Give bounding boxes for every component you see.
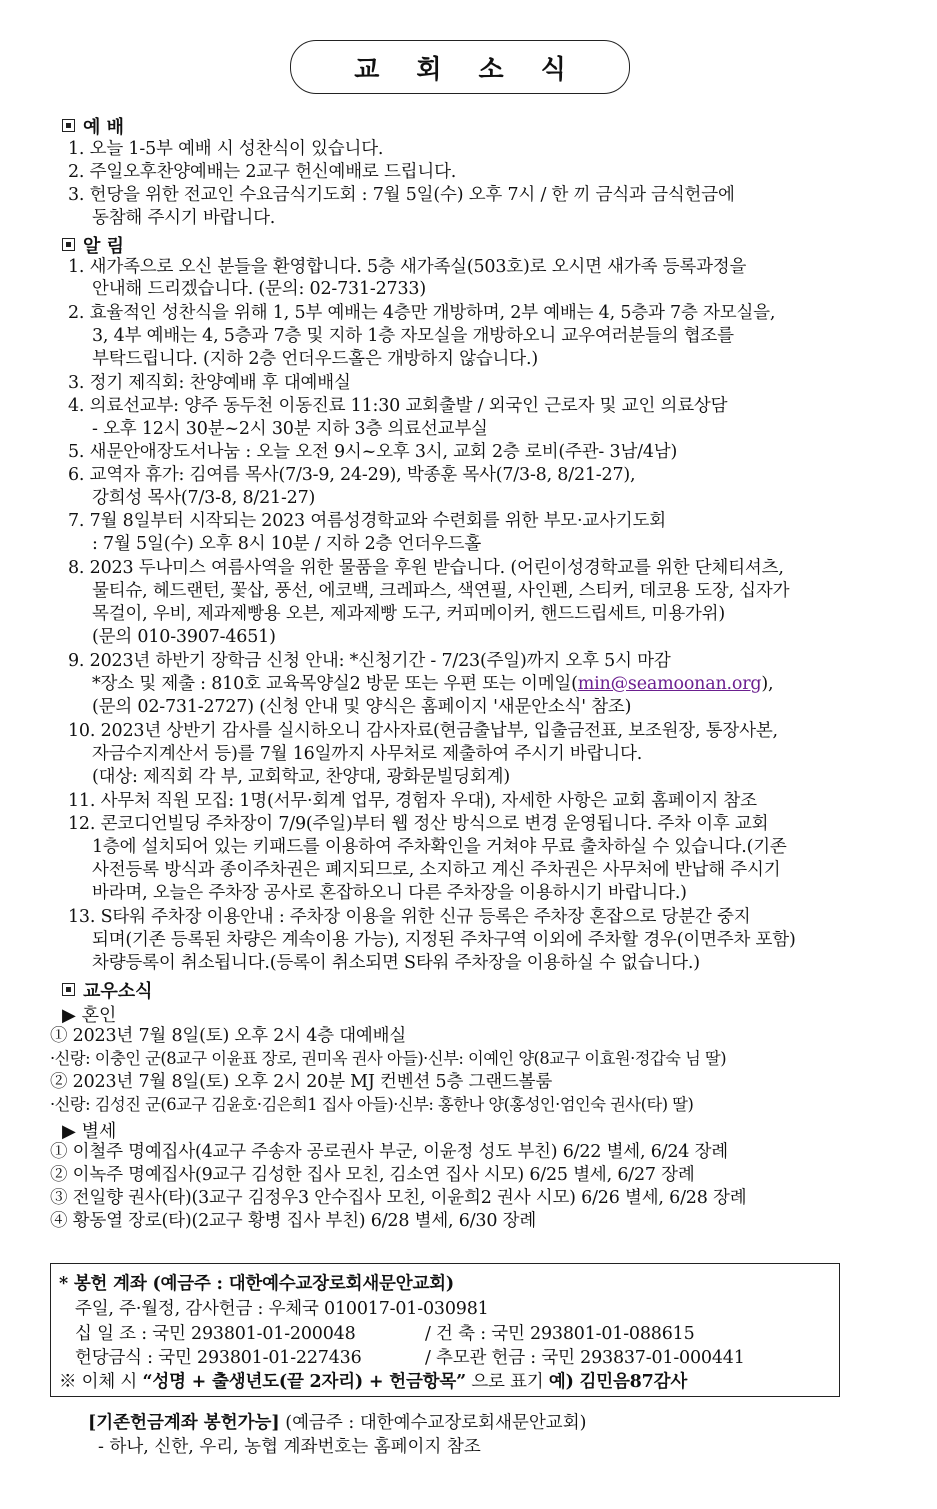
email-link[interactable]: min@seamoonan.org — [577, 674, 762, 694]
notice-line: : 7월 5일(수) 오후 8시 10분 / 지하 2층 언더우드홀 — [92, 534, 482, 554]
notice-line: 되며(기존 등록된 차량은 계속이용 가능), 지정된 주차구역 이외에 주차할 경우(이면주차 포함) — [92, 930, 796, 950]
notice-line: (문의 010-3907-4651) — [92, 627, 276, 647]
members-heading: 교우소식 — [62, 977, 153, 1003]
page-title-box — [290, 40, 630, 94]
notice-line: 안내해 드리겠습니다. (문의: 02-731-2733) — [92, 279, 426, 299]
notice-line: (문의 02-731-2727) (신청 안내 및 양식은 홈페이지 '새문안소식' 참조) — [92, 697, 632, 717]
death-line: ④ 황동열 장로(타)(2교구 황병 집사 부친) 6/28 별세, 6/30 장례 — [50, 1211, 537, 1231]
square-bullet-icon — [62, 119, 75, 132]
notice-line: - 오후 12시 30분~2시 30분 지하 3층 의료선교부실 — [92, 419, 488, 439]
wedding-line: ·신랑: 이충인 군(8교구 이윤표 장로, 권미옥 권사 아들)·신부: 이예인 양(8교구 이효원·정갑숙 님 딸) — [50, 1049, 727, 1068]
notice-line: 8. 2023 두나미스 여름사역을 위한 물품을 후원 받습니다. (어린이성경학교를 위한 단체티셔츠, — [68, 558, 784, 578]
offering-heading: * 봉헌 계좌 (예금주 : 대한예수교장로회새문안교회) — [59, 1274, 454, 1294]
notice-line: 13. S타워 주차장 이용안내 : 주차장 이용을 위한 신규 등록은 주차장 혼잡으로 당분간 중지 — [68, 907, 751, 927]
wedding-line: ② 2023년 7월 8일(토) 오후 2시 20분 MJ 컨벤션 5층 그랜드볼룸 — [50, 1072, 553, 1092]
notice-line: 사전등록 방식과 종이주차권은 폐지되므로, 소지하고 계신 주차권은 사무처에 반납해 주시기 — [92, 860, 781, 880]
notice-line: 목걸이, 우비, 제과제빵용 오븐, 제과제빵 도구, 커피메이커, 핸드드립세트, 미용가위) — [92, 604, 725, 624]
worship-item: 동참해 주시기 바랍니다. — [92, 208, 276, 228]
square-bullet-icon — [62, 983, 75, 996]
offering-row: / 추모관 헌금 : 국민 293837-01-000441 — [425, 1348, 745, 1368]
offering-row: 주일, 주·월정, 감사헌금 : 우체국 010017-01-030981 — [75, 1299, 489, 1319]
footer-line: - 하나, 신한, 우리, 농협 계좌번호는 홈페이지 참조 — [98, 1437, 481, 1457]
notice-line: 9. 2023년 하반기 장학금 신청 안내: *신청기간 - 7/23(주일)까지 오후 5시 마감 — [68, 651, 671, 671]
notice-line: (대상: 제직회 각 부, 교회학교, 찬양대, 광화문빌딩회계) — [92, 767, 511, 787]
notice-line: 5. 새문안애장도서나눔 : 오늘 오전 9시~오후 3시, 교회 2층 로비(주관- 3남/4남) — [68, 442, 678, 462]
notice-line: 3. 정기 제직회: 찬양예배 후 대예배실 — [68, 373, 351, 393]
death-line: ② 이녹주 명예집사(9교구 김성한 집사 모친, 김소연 집사 시모) 6/25 별세, 6/27 장례 — [50, 1165, 695, 1185]
notice-line: 10. 2023년 상반기 감사를 실시하오니 감사자료(현금출납부, 입출금전표, 보조원장, 통장사본, — [68, 721, 778, 741]
notice-heading: 알 림 — [62, 232, 124, 258]
page-title: 교 회 소 식 — [354, 54, 580, 85]
footer-line: [기존헌금계좌 봉헌가능] (예금주 : 대한예수교장로회새문안교회) — [88, 1413, 587, 1433]
worship-item: 1. 오늘 1-5부 예배 시 성찬식이 있습니다. — [68, 139, 384, 159]
notice-line: 부탁드립니다. (지하 2층 언더우드홀은 개방하지 않습니다.) — [92, 349, 538, 369]
offering-row: / 건 축 : 국민 293801-01-088615 — [425, 1324, 695, 1344]
notice-line: 4. 의료선교부: 양주 동두천 이동진료 11:30 교회출발 / 외국인 근로자 및 교인 의료상담 — [68, 396, 728, 416]
notice-line: 7. 7월 8일부터 시작되는 2023 여름성경학교와 수련회를 위한 부모·교사기도회 — [68, 511, 666, 531]
death-line: ③ 전일향 권사(타)(3교구 김정우3 안수집사 모친, 이윤희2 권사 시모) 6/26 별세, 6/28 장례 — [50, 1188, 747, 1208]
offering-row: 헌당금식 : 국민 293801-01-227436 — [75, 1348, 362, 1368]
worship-heading: 예 배 — [62, 113, 124, 139]
worship-item: 2. 주일오후찬양예배는 2교구 헌신예배로 드립니다. — [68, 162, 457, 182]
offering-row: 십 일 조 : 국민 293801-01-200048 — [75, 1324, 356, 1344]
notice-line: 12. 콘코디언빌딩 주차장이 7/9(주일)부터 웹 정산 방식으로 변경 운영됩니다. 주차 이후 교회 — [68, 814, 769, 834]
wedding-line: ① 2023년 7월 8일(토) 오후 2시 4층 대예배실 — [50, 1026, 407, 1046]
notice-line: 1층에 설치되어 있는 키패드를 이용하여 주차확인을 거쳐야 무료 출차하실 수 있습니다.(기존 — [92, 837, 787, 857]
notice-line: 자금수지계산서 등)를 7월 16일까지 사무처로 제출하여 주시기 바랍니다. — [92, 744, 643, 764]
offering-account-box — [50, 1263, 840, 1397]
notice-line: *장소 및 제출 : 810호 교육목양실2 방문 또는 우편 또는 이메일(min@seamoonan.org), — [92, 674, 774, 694]
worship-item: 3. 헌당을 위한 전교인 수요금식기도회 : 7월 5일(수) 오후 7시 / 한 끼 금식과 금식헌금에 — [68, 185, 735, 205]
notice-line: 물티슈, 헤드랜턴, 꽃삽, 풍선, 에코백, 크레파스, 색연필, 사인펜, 스티커, 데코용 도장, 십자가 — [92, 581, 790, 601]
square-bullet-icon — [62, 238, 75, 251]
wedding-line: ·신랑: 김성진 군(6교구 김윤호·김은희1 집사 아들)·신부: 홍한나 양(홍성인·엄인숙 권사(타) 딸) — [50, 1095, 694, 1114]
notice-line: 바라며, 오늘은 주차장 공사로 혼잡하오니 다른 주차장을 이용하시기 바랍니다.) — [92, 883, 687, 903]
notice-line: 1. 새가족으로 오신 분들을 환영합니다. 5층 새가족실(503호)로 오시면 새가족 등록과정을 — [68, 257, 747, 277]
notice-line: 6. 교역자 휴가: 김여름 목사(7/3-9, 24-29), 박종훈 목사(7/3-8, 8/21-27), — [68, 465, 636, 485]
wedding-label: ▶ 혼인 — [62, 1005, 117, 1026]
notice-line: 11. 사무처 직원 모집: 1명(서무·회계 업무, 경험자 우대), 자세한 사항은 교회 홈페이지 참조 — [68, 791, 757, 811]
notice-line: 3, 4부 예배는 4, 5층과 7층 및 지하 1층 자모실을 개방하오니 교우여러분들의 협조를 — [92, 326, 734, 346]
notice-line: 차량등록이 취소됩니다.(등록이 취소되면 S타워 주차장을 이용하실 수 없습니다.) — [92, 953, 700, 973]
notice-line: 2. 효율적인 성찬식을 위해 1, 5부 예배는 4층만 개방하며, 2부 예배는 4, 5층과 7층 자모실을, — [68, 303, 776, 323]
death-line: ① 이철주 명예집사(4교구 주송자 공로권사 부군, 이윤정 성도 부친) 6/22 별세, 6/24 장례 — [50, 1142, 729, 1162]
offering-note: ※ 이체 시 “성명 + 출생년도(끝 2자리) + 헌금항목” 으로 표기 예) 김민음87감사 — [59, 1372, 688, 1392]
death-label: ▶ 별세 — [62, 1121, 117, 1142]
notice-line: 강희성 목사(7/3-8, 8/21-27) — [92, 488, 316, 508]
